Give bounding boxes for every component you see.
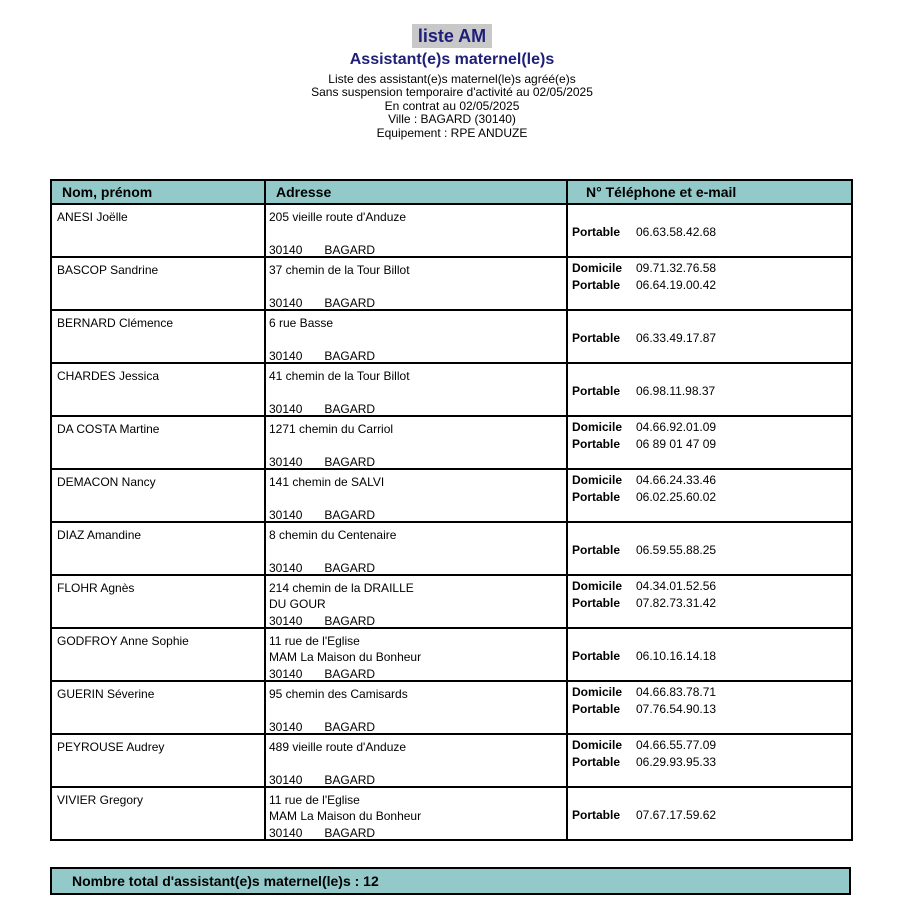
info-line: Equipement : RPE ANDUZE — [376, 125, 528, 140]
address-line-2: MAM La Maison du Bonheur — [269, 809, 422, 823]
cell-address — [265, 681, 567, 734]
address-city-line — [269, 614, 375, 628]
cell-address — [265, 787, 567, 840]
phone-type: Domicile — [572, 738, 623, 752]
postal-code: 30140 — [269, 508, 303, 522]
cell-name — [51, 416, 265, 469]
phone-type: Portable — [572, 225, 621, 239]
phone-number: 04.66.92.01.09 — [636, 420, 717, 434]
phone-type: Portable — [572, 543, 621, 557]
city: BAGARD — [324, 773, 376, 787]
postal-code: 30140 — [269, 296, 303, 310]
address-line: 41 chemin de la Tour Billot — [269, 369, 410, 383]
phone-type: Domicile — [572, 685, 623, 699]
list-badge: liste AM — [412, 24, 492, 48]
city: BAGARD — [324, 720, 376, 734]
cell-address — [265, 257, 567, 310]
address-line: 37 chemin de la Tour Billot — [269, 263, 410, 277]
table-row — [51, 469, 852, 522]
table-row — [51, 363, 852, 416]
phone-type: Portable — [572, 331, 621, 345]
phone-number: 06.64.19.00.42 — [636, 278, 717, 292]
table-row — [51, 575, 852, 628]
address-line: 1271 chemin du Carriol — [269, 422, 394, 436]
address-city-line — [269, 243, 375, 257]
phone-entry — [572, 738, 716, 752]
address-line-2: MAM La Maison du Bonheur — [269, 650, 422, 664]
city: BAGARD — [324, 561, 376, 575]
address-line: 205 vieille route d'Anduze — [269, 210, 407, 224]
cell-name — [51, 310, 265, 363]
phone-number: 06 89 01 47 09 — [636, 437, 717, 451]
phone-entry — [572, 685, 716, 699]
city: BAGARD — [324, 455, 376, 469]
assistant-name: DIAZ Amandine — [57, 528, 142, 542]
postal-code: 30140 — [269, 402, 303, 416]
table-body — [51, 204, 852, 840]
cell-phones — [567, 363, 852, 416]
phone-number: 04.66.83.78.71 — [636, 685, 717, 699]
city: BAGARD — [324, 508, 376, 522]
cell-phones — [567, 681, 852, 734]
phone-number: 07.76.54.90.13 — [636, 702, 717, 716]
cell-name — [51, 681, 265, 734]
phone-entry — [572, 596, 716, 610]
cell-name — [51, 469, 265, 522]
city: BAGARD — [324, 614, 376, 628]
cell-address — [265, 416, 567, 469]
phone-entry — [572, 437, 716, 451]
table-row — [51, 787, 852, 840]
phone-entry — [572, 490, 716, 504]
city: BAGARD — [324, 667, 376, 681]
table-row — [51, 257, 852, 310]
phone-type: Portable — [572, 490, 621, 504]
address-line-2: DU GOUR — [269, 597, 326, 611]
phone-entry — [572, 331, 716, 345]
cell-name — [51, 257, 265, 310]
table-row — [51, 628, 852, 681]
assistant-name: PEYROUSE Audrey — [57, 740, 165, 754]
phone-entry — [572, 579, 716, 593]
cell-address — [265, 628, 567, 681]
phone-number: 06.63.58.42.68 — [636, 225, 717, 239]
phone-entry — [572, 278, 716, 292]
cell-phones — [567, 310, 852, 363]
postal-code: 30140 — [269, 349, 303, 363]
city: BAGARD — [324, 349, 376, 363]
phone-number: 06.59.55.88.25 — [636, 543, 717, 557]
address-line: 11 rue de l'Eglise — [269, 793, 360, 807]
phone-type: Domicile — [572, 579, 623, 593]
postal-code: 30140 — [269, 826, 303, 840]
address-line: 8 chemin du Centenaire — [269, 528, 397, 542]
info-line: Liste des assistant(e)s maternel(le)s agréé(e)s — [328, 72, 576, 86]
cell-phones — [567, 575, 852, 628]
phone-type: Portable — [572, 808, 621, 822]
phone-entry — [572, 755, 716, 769]
city: BAGARD — [324, 826, 376, 840]
phone-number: 06.33.49.17.87 — [636, 331, 717, 345]
address-line: 6 rue Basse — [269, 316, 334, 330]
phone-type: Portable — [572, 702, 621, 716]
cell-address — [265, 204, 567, 257]
address-city-line — [269, 455, 375, 469]
phone-number: 04.66.24.33.46 — [636, 473, 717, 487]
postal-code: 30140 — [269, 614, 303, 628]
cell-name — [51, 363, 265, 416]
cell-phones — [567, 734, 852, 787]
table-header-row — [51, 180, 852, 204]
assistant-name: VIVIER Gregory — [57, 793, 144, 807]
table-row — [51, 522, 852, 575]
phone-type: Portable — [572, 649, 621, 663]
cell-address — [265, 522, 567, 575]
phone-entry — [572, 420, 716, 434]
document-header — [0, 24, 904, 140]
cell-name — [51, 628, 265, 681]
phone-number: 07.67.17.59.62 — [636, 808, 717, 822]
assistant-name: BERNARD Clémence — [57, 316, 174, 330]
phone-type: Domicile — [572, 420, 623, 434]
total-footer — [50, 867, 851, 895]
address-city-line — [269, 402, 375, 416]
total-count: Nombre total d'assistant(e)s maternel(le)s : 12 — [72, 873, 379, 889]
phone-entry — [572, 473, 716, 487]
assistant-name: GUERIN Séverine — [57, 687, 155, 701]
postal-code: 30140 — [269, 773, 303, 787]
column-header-phone: N° Téléphone et e-mail — [567, 180, 852, 204]
assistant-name: CHARDES Jessica — [57, 369, 160, 383]
phone-entry — [572, 225, 716, 239]
assistants-table — [50, 179, 853, 841]
phone-entry — [572, 384, 715, 398]
address-city-line — [269, 667, 375, 681]
cell-address — [265, 363, 567, 416]
table-row — [51, 310, 852, 363]
phone-type: Portable — [572, 278, 621, 292]
assistant-name: DA COSTA Martine — [57, 422, 160, 436]
phone-type: Portable — [572, 596, 621, 610]
info-line: En contrat au 02/05/2025 — [384, 98, 520, 113]
phone-entry — [572, 649, 716, 663]
phone-type: Domicile — [572, 473, 623, 487]
address-line: 214 chemin de la DRAILLE — [269, 581, 414, 595]
cell-phones — [567, 469, 852, 522]
phone-number: 06.29.93.95.33 — [636, 755, 717, 769]
document-subtitle: Assistant(e)s maternel(le)s — [349, 51, 555, 68]
phone-entry — [572, 261, 716, 275]
assistant-name: DEMACON Nancy — [57, 475, 156, 489]
assistant-name: GODFROY Anne Sophie — [57, 634, 189, 648]
address-line: 11 rue de l'Eglise — [269, 634, 360, 648]
address-line: 489 vieille route d'Anduze — [269, 740, 407, 754]
info-line: Ville : BAGARD (30140) — [388, 112, 516, 127]
phone-type: Domicile — [572, 261, 623, 275]
address-city-line — [269, 773, 375, 787]
cell-phones — [567, 257, 852, 310]
cell-phones — [567, 416, 852, 469]
address-line: 95 chemin des Camisards — [269, 687, 408, 701]
table-row — [51, 734, 852, 787]
info-line: Sans suspension temporaire d'activité au 02/05/2025 — [311, 85, 593, 100]
column-header-address: Adresse — [265, 180, 567, 204]
postal-code: 30140 — [269, 561, 303, 575]
address-city-line — [269, 720, 375, 734]
cell-address — [265, 310, 567, 363]
cell-phones — [567, 787, 852, 840]
address-city-line — [269, 508, 375, 522]
cell-name — [51, 787, 265, 840]
postal-code: 30140 — [269, 243, 303, 257]
cell-name — [51, 575, 265, 628]
cell-address — [265, 734, 567, 787]
column-header-name: Nom, prénom — [51, 180, 265, 204]
cell-name — [51, 522, 265, 575]
phone-entry — [572, 808, 716, 822]
phone-type: Portable — [572, 755, 621, 769]
table-row — [51, 681, 852, 734]
phone-number: 04.66.55.77.09 — [636, 738, 717, 752]
address-city-line — [269, 561, 375, 575]
cell-phones — [567, 522, 852, 575]
phone-entry — [572, 543, 716, 557]
city: BAGARD — [324, 243, 376, 257]
assistant-name: BASCOP Sandrine — [57, 263, 159, 277]
cell-address — [265, 575, 567, 628]
cell-phones — [567, 628, 852, 681]
address-city-line — [269, 826, 375, 840]
phone-type: Portable — [572, 437, 621, 451]
assistant-name: ANESI Joëlle — [57, 210, 128, 224]
phone-number: 06.98.11.98.37 — [636, 384, 716, 398]
document-info — [0, 73, 904, 140]
postal-code: 30140 — [269, 667, 303, 681]
postal-code: 30140 — [269, 455, 303, 469]
city: BAGARD — [324, 402, 376, 416]
cell-phones — [567, 204, 852, 257]
phone-number: 06.10.16.14.18 — [636, 649, 717, 663]
cell-name — [51, 204, 265, 257]
phone-number: 07.82.73.31.42 — [636, 596, 717, 610]
postal-code: 30140 — [269, 720, 303, 734]
table-row — [51, 416, 852, 469]
assistant-name: FLOHR Agnès — [57, 581, 135, 595]
cell-address — [265, 469, 567, 522]
phone-number: 06.02.25.60.02 — [636, 490, 717, 504]
address-line: 141 chemin de SALVI — [269, 475, 385, 489]
phone-number: 04.34.01.52.56 — [636, 579, 717, 593]
phone-entry — [572, 702, 716, 716]
city: BAGARD — [324, 296, 376, 310]
phone-type: Portable — [572, 384, 621, 398]
address-city-line — [269, 296, 375, 310]
address-city-line — [269, 349, 375, 363]
cell-name — [51, 734, 265, 787]
table-row — [51, 204, 852, 257]
phone-number: 09.71.32.76.58 — [636, 261, 717, 275]
